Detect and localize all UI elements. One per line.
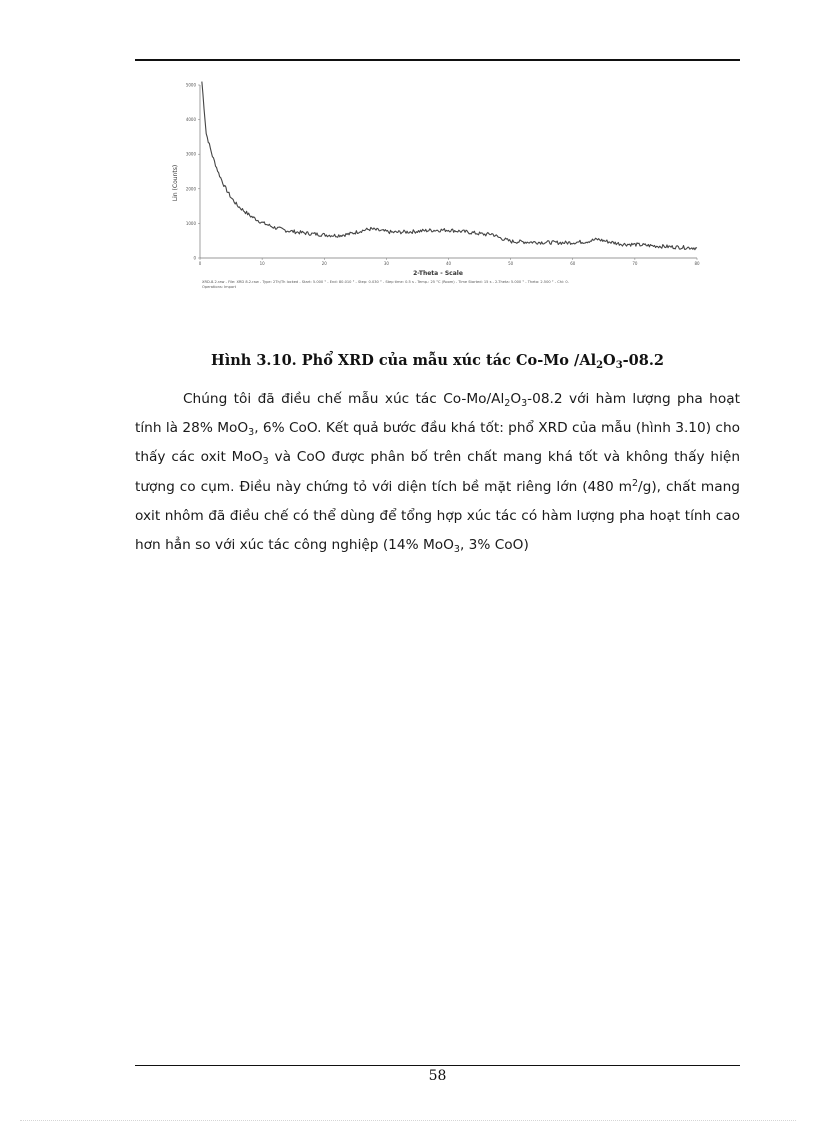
caption-prefix: Hình 3.10. Phổ XRD của mẫu xúc tác Co-Mo /Al <box>211 352 597 369</box>
para-s4: và CoO được phân bố trên chất mang khá tốt và không thấy hiện tượng co cụm. Điều này chứng tỏ với diện tích bề mặt riêng lớn (480 m <box>135 449 740 495</box>
x-tick-label: 40 <box>445 261 452 266</box>
caption-mid: O <box>603 352 616 369</box>
x-tick-label: 10 <box>259 261 265 266</box>
header-rule <box>135 59 740 61</box>
y-tick-label: 3000 <box>185 151 196 157</box>
x-tick-label: 30 <box>383 261 389 266</box>
caption-suffix: -08.2 <box>622 352 664 369</box>
caption-sub-2: 2 <box>596 360 604 371</box>
figure-footer-line2: Operations: Import <box>202 285 237 289</box>
x-tick-label: 50 <box>508 261 514 266</box>
para-s1b: O <box>510 391 522 407</box>
y-ticks <box>186 83 200 261</box>
xrd-figure <box>160 75 710 300</box>
para-sup-1: 2 <box>631 477 639 489</box>
y-tick-label: 1000 <box>185 220 196 226</box>
x-tick-label: 70 <box>632 261 638 266</box>
para-sub-3: 3 <box>248 427 255 439</box>
y-tick-label: 4000 <box>185 117 196 123</box>
body-paragraph <box>135 385 740 560</box>
x-ticks <box>199 258 700 266</box>
para-sub-5: 3 <box>453 544 460 556</box>
para-s3: , 6% CoO. Kết quả bước đầu khá tốt: phổ XRD của mẫu (hình 3.10) cho thấy các oxit MoO <box>135 420 740 466</box>
series-group <box>202 82 697 250</box>
x-tick-label: 80 <box>694 261 700 266</box>
xrd-series-line <box>202 82 697 250</box>
para-s1: Chúng tôi đã điều chế mẫu xúc tác Co-Mo/Al <box>183 391 505 407</box>
figure-caption <box>135 352 740 369</box>
para-sub-2: 3 <box>521 398 528 409</box>
para-sub-4: 3 <box>262 456 269 468</box>
para-s2: -08.2 với hàm lượng pha hoạt tính là 28% MoO <box>135 391 740 437</box>
x-tick-label: 60 <box>570 261 576 266</box>
page-number: 58 <box>428 1068 447 1084</box>
caption-sub-3: 3 <box>615 360 623 371</box>
y-axis-label: Lin (Counts) <box>172 164 179 202</box>
footer-rule <box>135 1065 740 1066</box>
x-axis-label: 2-Theta - Scale <box>413 270 463 277</box>
x-tick-label: 0 <box>198 261 202 266</box>
para-sub-1: 2 <box>504 398 511 409</box>
xrd-chart <box>160 75 710 300</box>
y-tick-label: 0 <box>193 255 196 261</box>
x-tick-label: 20 <box>321 261 327 266</box>
para-s6: , 3% CoO) <box>459 537 529 554</box>
page-edge <box>20 1120 796 1121</box>
y-tick-label: 2000 <box>185 186 196 192</box>
para-s5: /g), chất mang oxit nhôm đã điều chế có thể dùng để tổng hợp xúc tác có hàm lượng pha hoạt tính cao hơn hẳn so với xúc tác công nghiệp (14% MoO <box>135 478 740 554</box>
y-tick-label: 5000 <box>185 82 196 88</box>
chart-frame <box>200 85 697 258</box>
figure-footer-line1: XRD-8.2.raw - File: XRD 8.2.raw - Type: 2Th/Th locked - Start: 5.000 ° - End: 80.010 ° - Step: 0.030 ° - Step time: 0.5 s - Temp.: 25 °C (Room) - Time Started: 15 s - 2-Theta: 5.000 ° - Theta: 2.500 ° - Chi: 0. <box>202 280 569 284</box>
